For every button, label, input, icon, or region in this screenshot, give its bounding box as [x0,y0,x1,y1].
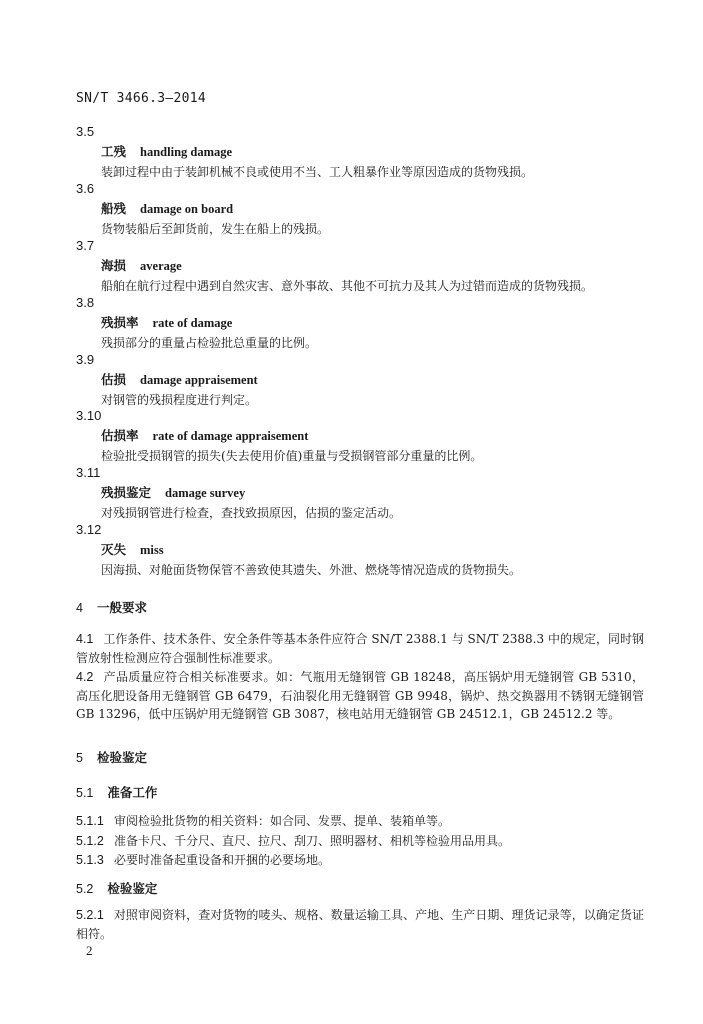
term-heading [101,313,636,333]
term-definition: 货物装船后至卸货前，发生在船上的残损。 [101,222,330,236]
subsection-title-text: 检验鉴定 [107,881,158,896]
term-english: rate of damage [152,316,233,330]
term-definition: 检验批受损钢管的损失(失去使用价值)重量与受损钢管部分重量的比例。 [101,449,483,463]
term-chinese: 估损 [101,372,127,387]
subsection-title-text: 准备工作 [107,785,158,800]
term-definition: 对钢管的残损程度进行判定。 [101,393,258,407]
term-english: rate of damage appraisement [152,429,309,443]
clause-text: 准备卡尺、千分尺、直尺、拉尺、刮刀、照明器材、相机等检验用品用具。 [114,834,511,848]
term-english: handling damage [140,145,233,159]
subsection-heading [76,879,157,897]
term-english: damage on board [140,202,234,216]
term-number: 3.8 [76,295,95,310]
term-number: 3.6 [76,181,95,196]
term-english: damage appraisement [140,373,258,387]
clause-line [76,812,450,830]
subsection-number: 5.1 [76,786,94,800]
term-english: average [140,259,182,273]
term-heading [101,370,636,390]
term-english: damage survey [165,486,246,500]
section-heading [76,598,147,616]
clause-text: 必要时准备起重设备和开捆的必要场地。 [114,853,331,867]
term-heading [101,426,636,446]
term-chinese: 残损率 [101,315,139,330]
term-entry [76,406,636,466]
term-definition: 船舶在航行过程中遇到自然灾害、意外事故、其他不可抗力及其人为过错而造成的货物残损。 [101,279,594,293]
page-number: 2 [86,943,93,958]
term-number: 3.7 [76,238,95,253]
term-entry [76,463,636,523]
section-number: 5 [76,751,83,765]
term-definition: 装卸过程中由于装卸机械不良或使用不当、工人粗暴作业等原因造成的货物残损。 [101,165,534,179]
clause-text: 对照审阅资料，查对货物的唛头、规格、数量运输工具、产地、生产日期、理货记录等，以确定货证相符。 [76,908,644,941]
term-number: 3.12 [76,522,102,537]
clause-number: 5.1.3 [76,853,104,867]
term-heading [101,540,636,560]
clause-text: 产品质量应符合相关标准要求。如：气瓶用无缝钢管 GB 18248，高压锅炉用无缝钢管 GB 5310，高压化肥设备用无缝钢管 GB 6479，石油裂化用无缝钢管 GB 9948，锅炉、热交换器用不锈钢无缝钢管 GB 13296，低中压锅炉用无缝钢管 GB 3087，核电站用无缝钢管 GB 24512.1，GB 24512.2 等。 [76,670,644,721]
term-heading [101,199,636,219]
section-number: 4 [76,601,83,615]
clause-number: 4.2 [76,670,94,684]
term-entry [76,122,636,182]
subsection-number: 5.2 [76,882,94,896]
term-english: miss [140,543,164,557]
term-entry [76,179,636,239]
term-entry [76,236,636,296]
clause-paragraph [76,668,644,724]
term-heading [101,142,636,162]
clause-paragraph [76,906,644,943]
clause-number: 4.1 [76,632,94,646]
section-heading [76,748,147,766]
clause-number: 5.1.2 [76,834,104,848]
clause-number: 5.1.1 [76,814,104,828]
term-heading [101,256,636,276]
term-definition: 残损部分的重量占检验批总重量的比例。 [101,336,318,350]
term-chinese: 残损鉴定 [101,485,152,500]
term-number: 3.9 [76,352,95,367]
clause-line [76,851,330,869]
subsection-heading [76,783,157,801]
term-definition: 对残损钢管进行检查，查找致损原因，估损的鉴定活动。 [101,506,402,520]
clause-paragraph [76,630,644,667]
section-title-text: 检验鉴定 [96,750,147,765]
term-number: 3.5 [76,124,95,139]
clause-line [76,832,510,850]
clause-text: 工作条件、技术条件、安全条件等基本条件应符合 SN/T 2388.1 与 SN/T 2388.3 中的规定，同时钢管放射性检测应符合强制性标准要求。 [76,632,644,665]
term-entry [76,350,636,410]
clause-text: 审阅检验批货物的相关资料：如合同、发票、提单、装箱单等。 [114,814,451,828]
term-chinese: 工残 [101,144,127,159]
term-chinese: 灭失 [101,542,127,557]
document-standard-number: SN/T 3466.3—2014 [76,91,207,106]
clause-number: 5.2.1 [76,908,104,922]
term-entry [76,520,636,580]
term-number: 3.11 [76,465,101,480]
term-heading [101,483,636,503]
term-chinese: 海损 [101,258,127,273]
term-definition: 因海损、对舱面货物保管不善致使其遗失、外泄、燃烧等情况造成的货物损失。 [101,563,522,577]
term-number: 3.10 [76,408,102,423]
term-entry [76,293,636,353]
section-title-text: 一般要求 [96,600,147,615]
term-chinese: 船残 [101,201,127,216]
term-chinese: 估损率 [101,428,139,443]
